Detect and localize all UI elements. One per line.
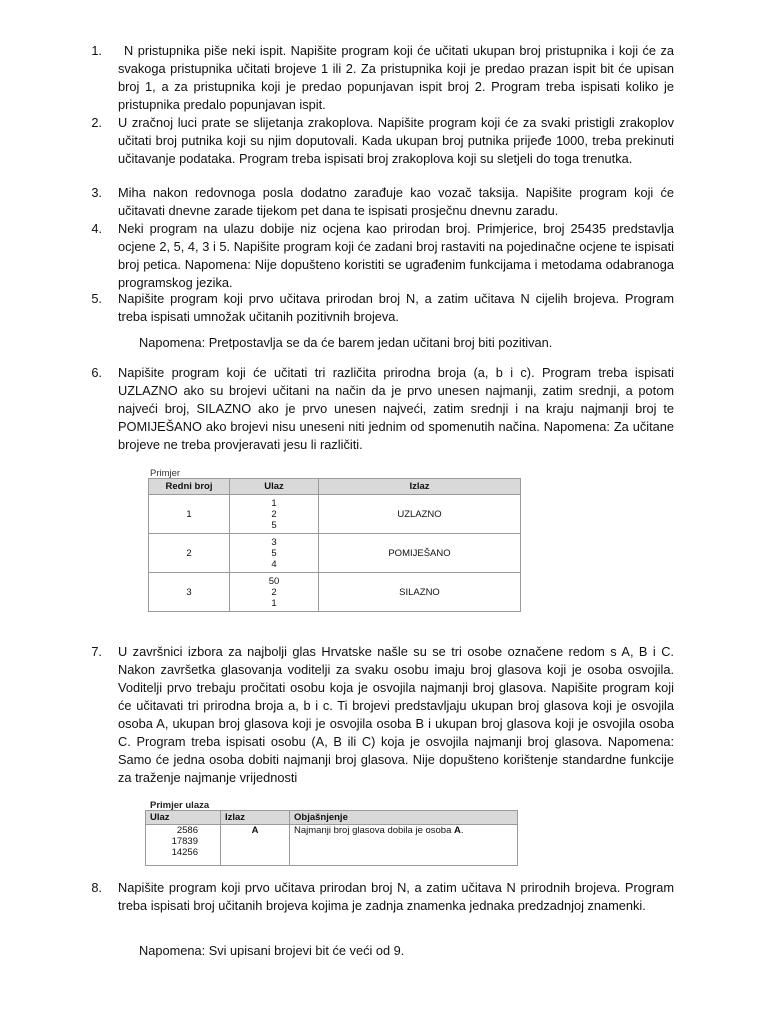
task-text: U zračnoj luci prate se slijetanja zrakoplova. Napišite program koji će za svaki pristigli zrakoplov učitati broj putnika koji su njim doputovali. Kada ukupan broj putnika prijeđe 1000, treba prekinuti učitavanje podataka. Program treba ispisati broj zrakoplova koji su sletjeli do toga trenutka.: [118, 115, 674, 166]
cell-izlaz: A: [221, 825, 290, 866]
cell-ulaz: [230, 495, 319, 534]
example-table-1: [148, 478, 521, 612]
table-header-row: [146, 811, 518, 825]
ulaz-value: 5: [271, 519, 277, 531]
table-row: [149, 495, 521, 534]
objasnjenje-text: Najmanji broj glasova dobila je osoba: [294, 825, 455, 836]
header-objasnjenje: Objašnjenje: [290, 811, 518, 825]
table-header-row: [149, 479, 521, 495]
note-task-8: Napomena: Svi upisani brojevi bit će veći od 9.: [139, 943, 405, 958]
header-izlaz: Izlaz: [221, 811, 290, 825]
ulaz-value: 4: [271, 558, 277, 570]
cell-izlaz: SILAZNO: [319, 573, 521, 612]
cell-redni-broj: 2: [149, 534, 230, 573]
header-ulaz: Ulaz: [230, 479, 319, 495]
ulaz-value: 50: [268, 575, 280, 587]
header-izlaz: Izlaz: [319, 479, 521, 495]
ulaz-value: 1: [271, 497, 277, 509]
task-number: 6.: [91, 365, 102, 380]
cell-ulaz: [230, 534, 319, 573]
task-text: U završnici izbora za najbolji glas Hrvatske našle su se tri osobe označene redom s A, B i C. Nakon završetka glasovanja voditelji za svaku osobu imaju broj glasova koji je osoba osvojila. Voditelji prvo trebaju pročitati osobu koja je osvojila najmanji broj glasova. Napišite program koji će učitavati tri prirodna broja a, b i c. Ti brojevi predstavljaju ukupan broj glasova koji je osvojila osoba A, ukupan broj glasova koji je osvojila osoba B i ukupan broj glasova koji je osvojila osoba C. Program treba ispisati osobu (A, B ili C) koja je osvojila najmanji broj glasova. Napomena: Samo će jedna osoba dobiti najmanji broj glasova. Nije dopušteno korištenje standardne funkcije za traženje najmanje vrijednosti: [118, 644, 674, 785]
table-row: [149, 534, 521, 573]
ulaz-value: 2586: [176, 825, 198, 836]
cell-izlaz: UZLAZNO: [319, 495, 521, 534]
task-number: 4.: [91, 221, 102, 236]
task-text: Napišite program koji će učitati tri različita prirodna broja (a, b i c). Program treba ispisati UZLAZNO ako su brojevi učitani na način da je prvo unesen najmanji, zatim srednji, a potom najveći broj, SILAZNO ako je prvo unesen najveći, zatim srednji i na kraju najmanji broj te POMIJEŠANO ako brojevi nisu uneseni niti jednim od spomenutih načina. Napomena: Za učitane brojeve ne treba provjeravati jesu li različiti.: [118, 365, 674, 452]
ulaz-value: 2: [271, 508, 277, 520]
task-5: [91, 290, 674, 326]
header-ulaz: Ulaz: [146, 811, 221, 825]
task-text: Neki program na ulazu dobije niz ocjena kao prirodan broj. Primjerice, broj 25435 predstavlja ocjene 2, 5, 4, 3 i 5. Napišite program koji će zadani broj rastaviti na pojedinačne ocjene te ispisati broj petica. Napomena: Nije dopušteno koristiti se ugrađenim funkcijama i metodama odabranoga programskog jezika.: [118, 221, 674, 290]
task-8: [91, 879, 674, 915]
table-row: [146, 825, 518, 866]
objasnjenje-end: .: [460, 825, 464, 836]
note-task-5: Napomena: Pretpostavlja se da će barem jedan učitani broj biti pozitivan.: [139, 335, 553, 350]
example-table-2: [145, 810, 518, 866]
cell-ulaz: [146, 825, 221, 866]
task-number: 2.: [91, 115, 102, 130]
cell-izlaz: POMIJEŠANO: [319, 534, 521, 573]
cell-redni-broj: 1: [149, 495, 230, 534]
task-text: Napišite program koji prvo učitava prirodan broj N, a zatim učitava N prirodnih brojeva. Program treba ispisati broj učitanih brojeva kojima je zadnja znamenka jednaka predzadnjoj znamenki.: [118, 880, 674, 913]
ulaz-value: 3: [271, 536, 277, 548]
ulaz-value: 5: [271, 547, 277, 559]
task-number: 7.: [91, 644, 102, 659]
cell-objasnjenje: [290, 825, 518, 866]
table-1-caption: Primjer: [150, 468, 181, 479]
task-text: Napišite program koji prvo učitava prirodan broj N, a zatim učitava N cijelih brojeva. Program treba ispisati umnožak učitanih pozitivnih brojeva.: [118, 291, 674, 324]
task-6: [91, 364, 674, 454]
table-row: [149, 573, 521, 612]
task-number: 8.: [91, 880, 102, 895]
cell-redni-broj: 3: [149, 573, 230, 612]
ulaz-value: 1: [271, 597, 277, 609]
header-redni-broj: Redni broj: [149, 479, 230, 495]
objasnjenje-bold: A: [454, 825, 461, 836]
ulaz-value: 14256: [171, 847, 198, 858]
task-4: [91, 220, 674, 292]
task-number: 5.: [91, 291, 102, 306]
ulaz-value: 17839: [171, 836, 198, 847]
task-2: [91, 114, 674, 168]
ulaz-value: 2: [271, 586, 277, 598]
table-2-caption: Primjer ulaza: [150, 800, 210, 811]
task-number: 1.: [91, 43, 102, 58]
task-1: [91, 42, 674, 114]
task-text: Miha nakon redovnoga posla dodatno zarađuje kao vozač taksija. Napišite program koji će učitavati dnevne zarade tijekom pet dana te ispisati prosječnu dnevnu zaradu.: [118, 185, 674, 218]
task-7: [91, 643, 674, 787]
task-number: 3.: [91, 185, 102, 200]
task-text: N pristupnika piše neki ispit. Napišite program koji će učitati ukupan broj pristupnika i koji će za svakoga pristupnika učitati brojeve 1 ili 2. Za pristupnika koji je predao prazan ispit bit će upisan broj 1, a za pristupnika koji je predao popunjavan ispit broj 2. Program treba ispisati koliko je pristupnika predalo popunjavan ispit.: [118, 43, 674, 112]
cell-ulaz: [230, 573, 319, 612]
task-3: [91, 184, 674, 220]
